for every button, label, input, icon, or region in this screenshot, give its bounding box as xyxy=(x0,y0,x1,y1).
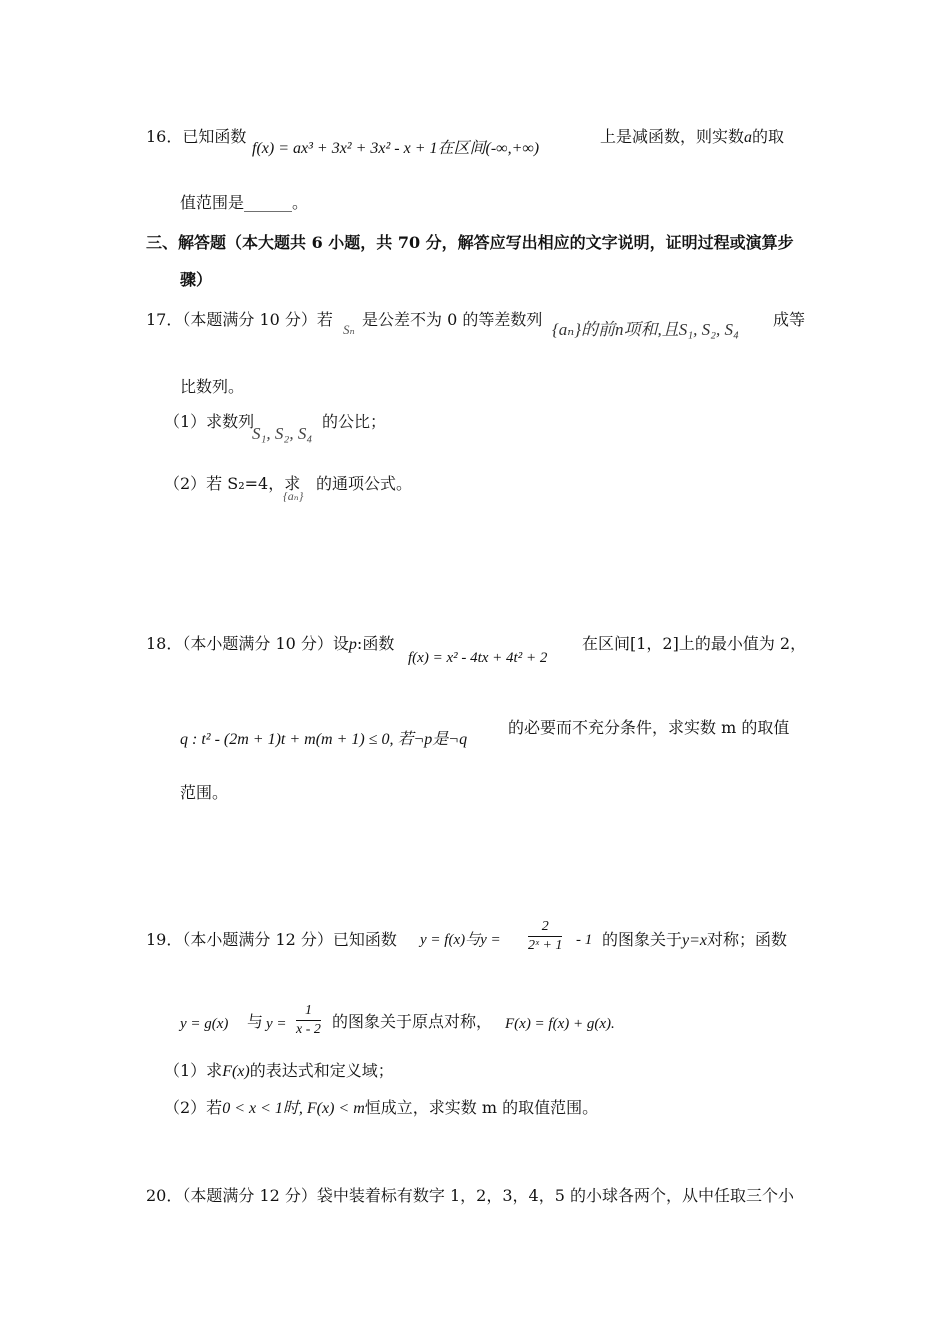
problem-19-fraction-2 xyxy=(296,1002,321,1039)
problem-16-formula: f(x) = ax³ + 3x² + 3x² - x + 1在区间(-∞,+∞) xyxy=(252,140,540,157)
problem-17-mid: 是公差不为 0 的等差数列 xyxy=(362,310,543,329)
question-formula: 0 < x < 1时, F(x) < m xyxy=(222,1100,365,1117)
variable-a: a xyxy=(744,129,753,146)
problem-17-q1-label: （1）求数列 xyxy=(164,412,255,431)
problem-19-l2-formula-c: F(x) = f(x) + g(x). xyxy=(505,1016,615,1032)
problem-17-line-2: 比数列。 xyxy=(180,377,245,396)
problem-number: 16． xyxy=(146,127,183,146)
sn-symbol: Sₙ xyxy=(343,322,355,337)
tail-text: 的图象关于 xyxy=(602,930,683,949)
problem-20-line-1 xyxy=(146,1186,794,1206)
problem-18-formula: f(x) = x² - 4tx + 4t² + 2 xyxy=(408,650,548,666)
question-tail: 恒成立，求实数 m 的取值范围。 xyxy=(364,1098,599,1117)
fraction-numerator: 1 xyxy=(296,1002,321,1021)
problem-19-fraction-1 xyxy=(528,918,562,955)
problem-19-line-1 xyxy=(146,930,397,950)
problem-number: 18． xyxy=(146,634,183,653)
problem-17-formula: {aₙ}的前n项和,且S₁, S₂, S₄ xyxy=(552,320,739,339)
problem-19-tail xyxy=(602,930,787,951)
tail-text-2: 对称；函数 xyxy=(707,930,788,949)
problem-18-line-3: 范围。 xyxy=(180,783,229,802)
yx-expression: y=x xyxy=(682,932,708,949)
question-label: （1）求 xyxy=(164,1061,223,1080)
problem-intro: （本小题满分 10 分）设 xyxy=(182,634,349,653)
problem-18-line-1 xyxy=(146,634,394,655)
problem-17-q2-label: （2）若 S₂=4，求 xyxy=(164,474,301,493)
problem-number: 19． xyxy=(146,930,183,949)
problem-18-q-formula: q : t² - (2m + 1)t + m(m + 1) ≤ 0, 若¬p是¬q xyxy=(180,731,468,748)
section-heading-cont: 骤） xyxy=(180,270,213,289)
problem-number: 17． xyxy=(146,310,183,329)
colon-text: :函数 xyxy=(356,634,395,653)
problem-19-q1 xyxy=(164,1061,394,1082)
problem-17-q1-formula: S₁, S₂, S₄ xyxy=(252,424,313,443)
problem-19-l2-formula-a: y = g(x) xyxy=(180,1016,229,1032)
problem-19-l2-with: 与 xyxy=(247,1012,264,1031)
variable-p: p xyxy=(348,636,357,653)
problem-19-l2-tail: 的图象关于原点对称， xyxy=(332,1012,493,1031)
problem-18-q-tail: 的必要而不充分条件，求实数 m 的取值 xyxy=(508,718,790,737)
tail-text: 上是减函数，则实数 xyxy=(600,127,745,146)
fraction-denominator: 2ˣ + 1 xyxy=(528,938,563,953)
tail-text-2: 的取 xyxy=(752,127,785,146)
problem-19-formula-b: - 1 xyxy=(576,932,593,948)
problem-16-line-2: 值范围是______。 xyxy=(180,193,309,212)
problem-16-tail xyxy=(600,127,784,148)
problem-17-tail: 成等 xyxy=(773,310,806,329)
problem-17-q1-tail: 的公比； xyxy=(322,412,387,431)
question-label: （2）若 xyxy=(164,1098,223,1117)
question-tail: 的表达式和定义域； xyxy=(249,1061,394,1080)
problem-text: （本题满分 12 分）袋中装着标有数字 1，2，3，4，5 的小球各两个，从中任取三个小 xyxy=(182,1186,794,1205)
fraction-numerator: 2 xyxy=(528,918,562,937)
problem-19-l2-formula-b: y = xyxy=(266,1016,287,1032)
problem-18-tail: 在区间[1，2]上的最小值为 2， xyxy=(582,634,807,653)
question-formula: F(x) xyxy=(222,1063,250,1080)
problem-intro: （本题满分 10 分）若 xyxy=(182,310,333,329)
fraction-denominator: x - 2 xyxy=(296,1022,321,1037)
problem-intro: （本小题满分 12 分）已知函数 xyxy=(182,930,397,949)
problem-17-line-1 xyxy=(146,310,333,330)
problem-16-line-1 xyxy=(146,127,246,147)
problem-17-q2-tail: 的通项公式。 xyxy=(316,474,413,493)
problem-intro: 已知函数 xyxy=(182,127,247,146)
problem-19-q2 xyxy=(164,1098,598,1119)
problem-17-q2-formula: {aₙ} xyxy=(283,489,304,503)
problem-number: 20． xyxy=(146,1186,183,1205)
section-heading: 三、解答题（本大题共 6 小题，共 70 分，解答应写出相应的文字说明，证明过程或演算步 xyxy=(146,233,794,252)
problem-19-formula-a: y = f(x)与y = xyxy=(420,932,501,948)
